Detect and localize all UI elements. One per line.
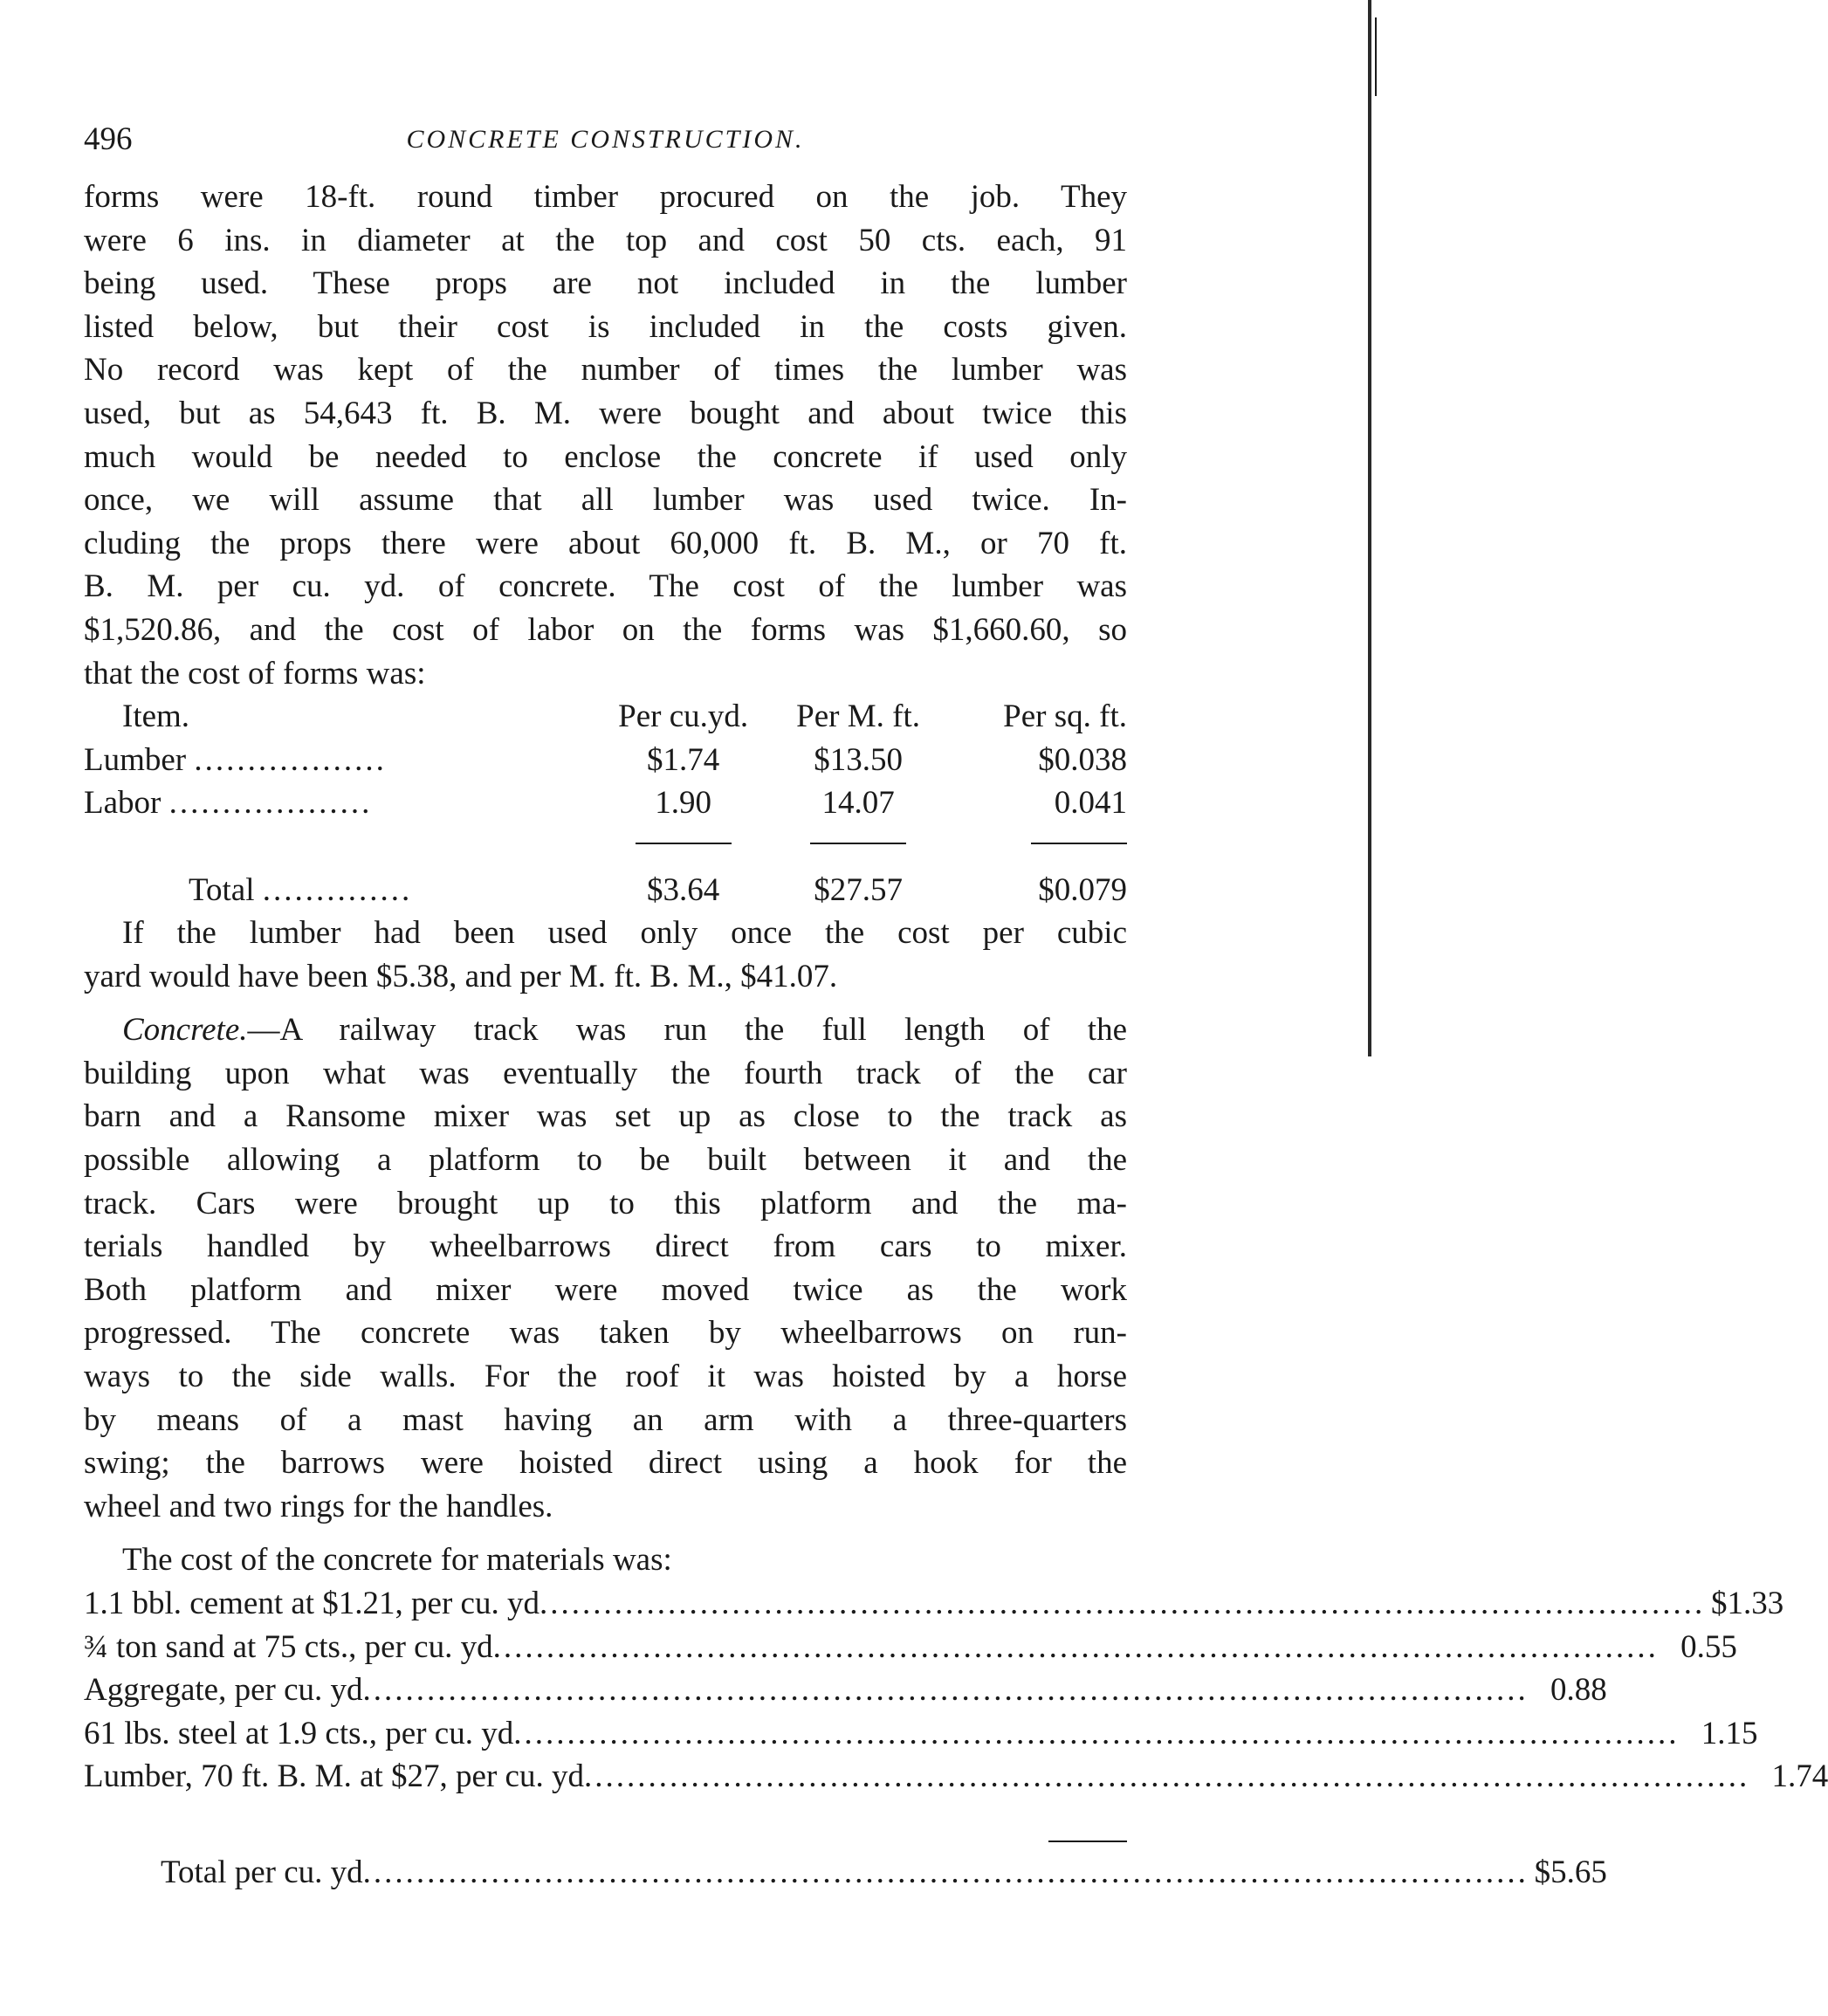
material-cost: 1.15	[1701, 1715, 1758, 1751]
dot-leader: .............................................................................................................	[492, 1628, 1659, 1665]
text-line: terials handled by wheelbarrows direct from cars to mixer.	[84, 1228, 1127, 1265]
text-line: No record was kept of the number of times the lumber was	[84, 352, 1127, 389]
text-line: possible allowing a platform to be built between it and the	[84, 1142, 1127, 1179]
paragraph-lumber-once	[84, 912, 1127, 998]
text-line: barn and a Ransome mixer was set up as close to the track as	[84, 1098, 1127, 1135]
text-line: track. Cars were brought up to this platform and the ma-	[84, 1185, 1127, 1221]
sum-rule	[1048, 1841, 1127, 1842]
total-per-sq-ft: $0.079	[1038, 871, 1127, 908]
forms-cost-table	[84, 695, 1127, 912]
dot-leader: .............................................................................................................	[513, 1715, 1680, 1751]
table-row	[84, 1755, 1828, 1799]
sum-rule	[636, 843, 732, 844]
text-line: Both platform and mixer were moved twice as the work	[84, 1271, 1127, 1308]
scan-edge-mark-top	[1375, 17, 1377, 96]
paragraph-forms-props	[84, 175, 1127, 695]
material-label: 61 lbs. steel at 1.9 cts., per cu. yd	[84, 1715, 514, 1751]
table-row	[84, 739, 1127, 782]
cell-per-cu-yd: 1.90	[655, 785, 712, 822]
text-line: forms were 18-ft. round timber procured on the job. They	[84, 179, 1127, 215]
row-label-cell	[84, 739, 601, 782]
cell-per-sq-ft: 0.041	[1054, 785, 1127, 822]
material-label: Aggregate, per cu. yd	[84, 1672, 363, 1709]
dot-leader: .............................................................................................................	[362, 1672, 1529, 1709]
table-row	[84, 1582, 1784, 1626]
dot-leader: .............................................................................................................	[583, 1758, 1750, 1795]
table-total-row	[84, 1851, 1607, 1895]
text-line: The cost of the concrete for materials was:	[122, 1542, 672, 1579]
rule-row	[84, 1799, 1127, 1851]
paragraph-materials-intro	[84, 1538, 1127, 1582]
dot-leader: ..............	[262, 871, 413, 908]
total-per-m-ft: $27.57	[814, 871, 903, 908]
text-line: used, but as 54,643 ft. B. M. were bought and about twice this	[84, 395, 1127, 431]
column-header-item: Item.	[122, 698, 190, 735]
page-number: 496	[84, 121, 133, 157]
text-line: B. M. per cu. yd. of concrete. The cost of the lumber was	[84, 568, 1127, 605]
material-cost: $1.33	[1710, 1586, 1784, 1621]
section-label: Concrete.	[122, 1012, 248, 1049]
text-line: swing; the barrows were hoisted direct using a hook for the	[84, 1445, 1127, 1482]
text-line-first	[84, 1008, 1127, 1052]
column-header-per-m-ft: Per M. ft.	[796, 698, 920, 735]
table-header-row	[84, 695, 1127, 739]
dot-leader: .............................................................................................................	[539, 1586, 1706, 1621]
sum-rule	[810, 843, 906, 844]
cell-per-m-ft: 14.07	[821, 785, 895, 822]
text-line: wheel and two rings for the handles.	[84, 1488, 553, 1524]
text-line: If the lumber had been used only once the cost per cubic	[122, 915, 1127, 952]
material-label: ¾ ton sand at 75 cts., per cu. yd	[84, 1628, 493, 1665]
text-line: building upon what was eventually the fourth track of the car	[84, 1055, 1127, 1091]
table-row	[84, 1669, 1607, 1712]
page-header	[84, 118, 1127, 175]
text-line: ways to the side walls. For the roof it was hoisted by a horse	[84, 1359, 1127, 1395]
text-line: once, we will assume that all lumber was used twice. In-	[84, 482, 1127, 519]
text-line: yard would have been $5.38, and per M. ft. B. M., $41.07.	[84, 958, 838, 994]
material-label: 1.1 bbl. cement at $1.21, per cu. yd	[84, 1586, 539, 1621]
text-line: being used. These props are not included in the lumber	[84, 265, 1127, 302]
paragraph-gap	[84, 998, 1127, 1008]
table-total-row	[84, 869, 1127, 912]
cell-per-sq-ft: $0.038	[1038, 741, 1127, 778]
table-row	[84, 1626, 1737, 1669]
column-header-per-cu-yd: Per cu.yd.	[618, 698, 749, 735]
sum-rule-cell	[601, 825, 766, 869]
sum-rule-cell	[952, 825, 1127, 869]
sum-rule	[1031, 843, 1127, 844]
material-cost: 1.74	[1771, 1758, 1828, 1795]
text-line: listed below, but their cost is included in the costs given.	[84, 308, 1127, 345]
total-label-cell	[84, 869, 601, 912]
text-line: progressed. The concrete was taken by wheelbarrows on run-	[84, 1315, 1127, 1352]
cell-per-m-ft: $13.50	[814, 741, 903, 778]
text-line: $1,520.86, and the cost of labor on the forms was $1,660.60, so	[84, 611, 1127, 648]
rule-row	[84, 825, 1127, 869]
sum-rule-cell	[766, 825, 952, 869]
text-line: cluding the props there were about 60,000 ft. B. M., or 70 ft.	[84, 525, 1127, 561]
book-page	[84, 118, 1828, 1895]
dot-leader: ..................	[194, 741, 387, 778]
text-line: —A railway track was run the full length of the	[247, 1012, 1127, 1049]
table-row	[84, 781, 1127, 825]
text-line: were 6 ins. in diameter at the top and cost 50 cts. each, 91	[84, 222, 1127, 258]
materials-cost-table	[84, 1582, 1828, 1895]
total-per-cu-yd: $3.64	[647, 871, 720, 908]
row-item: Labor	[84, 785, 161, 822]
total-label: Total per cu. yd	[161, 1854, 363, 1890]
dot-leader: .............................................................................................................	[362, 1854, 1529, 1890]
paragraph-gap	[84, 1528, 1127, 1538]
table-row	[84, 1712, 1758, 1756]
total-cost: $5.65	[1534, 1854, 1607, 1890]
scan-edge-mark	[1368, 0, 1371, 1056]
dot-leader: ...................	[168, 785, 373, 822]
material-label: Lumber, 70 ft. B. M. at $27, per cu. yd	[84, 1758, 584, 1795]
row-label-cell	[84, 781, 601, 825]
material-cost: 0.88	[1550, 1672, 1607, 1709]
column-header-per-sq-ft: Per sq. ft.	[1003, 698, 1127, 735]
material-cost: 0.55	[1680, 1628, 1737, 1665]
rule-spacer	[84, 825, 601, 869]
row-item: Lumber	[84, 741, 187, 778]
text-line: that the cost of forms was:	[84, 655, 426, 691]
text-line: by means of a mast having an arm with a three-quarters	[84, 1401, 1127, 1438]
cell-per-cu-yd: $1.74	[647, 741, 720, 778]
total-label: Total	[189, 871, 255, 908]
running-title: CONCRETE CONSTRUCTION.	[406, 125, 805, 154]
text-line: much would be needed to enclose the concrete if used only	[84, 438, 1127, 475]
paragraph-concrete	[84, 1008, 1127, 1528]
